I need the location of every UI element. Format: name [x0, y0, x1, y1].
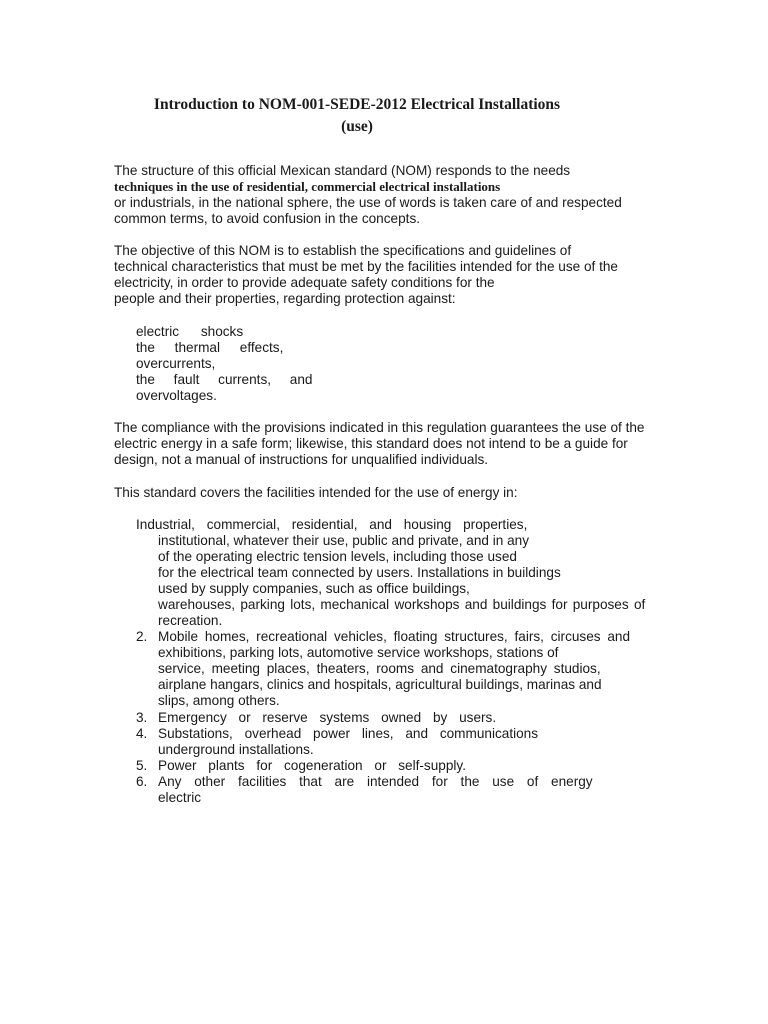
protection-item: the thermal effects,	[136, 340, 284, 355]
coverage-item-1-line: Industrial, commercial, residential, and housing properties,	[136, 517, 528, 532]
compliance-line: design, not a manual of instructions for unqualified individuals.	[114, 452, 489, 467]
objective-line: people and their properties, regarding protection against:	[114, 291, 456, 306]
list-number: 5.	[136, 758, 148, 773]
coverage-item-5-line: Power plants for cogeneration or self-supply.	[158, 758, 466, 773]
list-number: 2.	[136, 629, 148, 644]
coverage-item-4-line: Substations, overhead power lines, and communications	[158, 726, 539, 741]
objective-line: The objective of this NOM is to establish the specifications and guidelines of	[114, 243, 572, 258]
compliance-line: electric energy in a safe form; likewise, this standard does not intend to be a guide for	[114, 436, 628, 451]
coverage-item-2-line: slips, among others.	[158, 693, 280, 708]
list-number: 3.	[136, 710, 148, 725]
coverage-item-2-line: Mobile homes, recreational vehicles, floating structures, fairs, circuses and	[158, 629, 631, 644]
coverage-item-3-line: Emergency or reserve systems owned by users.	[158, 710, 497, 725]
page-title-suffix: (use)	[341, 118, 373, 135]
intro-line-bold: techniques in the use of residential, commercial electrical installations	[114, 179, 501, 194]
objective-line: electricity, in order to provide adequate safety conditions for the	[114, 275, 495, 290]
coverage-item-2-line: service, meeting places, theaters, rooms and cinematography studios,	[158, 661, 601, 676]
protection-item: the fault currents, and	[136, 372, 313, 387]
coverage-item-1-line: for the electrical team connected by users. Installations in buildings	[158, 565, 561, 580]
coverage-item-1-line: of the operating electric tension levels, including those used	[158, 549, 517, 564]
page-title: Introduction to NOM-001-SEDE-2012 Electrical Installations	[153, 96, 561, 113]
coverage-item-6-line: electric	[158, 790, 202, 805]
coverage-heading: This standard covers the facilities intended for the use of energy in:	[114, 485, 518, 500]
coverage-item-1-line: used by supply companies, such as office buildings,	[158, 581, 470, 596]
objective-line: technical characteristics that must be met by the facilities intended for the use of the	[114, 259, 618, 274]
protection-item: overvoltages.	[136, 388, 217, 403]
intro-line: The structure of this official Mexican standard (NOM) responds to the needs	[114, 163, 571, 178]
coverage-item-1-line: warehouses, parking lots, mechanical workshops and buildings for purposes of	[158, 597, 646, 612]
coverage-item-1-line: institutional, whatever their use, public and private, and in any	[158, 533, 530, 548]
intro-line: or industrials, in the national sphere, the use of words is taken care of and respected	[114, 195, 622, 210]
coverage-item-4-line: underground installations.	[158, 742, 314, 757]
coverage-item-6-line: Any other facilities that are intended for the use of energy	[158, 774, 593, 789]
compliance-line: The compliance with the provisions indicated in this regulation guarantees the use of the	[114, 420, 645, 435]
protection-item: electric shocks	[136, 324, 244, 339]
list-number: 6.	[136, 774, 148, 789]
coverage-item-2-line: exhibitions, parking lots, automotive service workshops, stations of	[158, 645, 559, 660]
intro-line: common terms, to avoid confusion in the concepts.	[114, 211, 421, 226]
protection-item: overcurrents,	[136, 356, 216, 371]
coverage-item-2-line: airplane hangars, clinics and hospitals, agricultural buildings, marinas and	[158, 677, 602, 692]
coverage-item-1-line: recreation.	[158, 613, 223, 628]
list-number: 4.	[136, 726, 148, 741]
